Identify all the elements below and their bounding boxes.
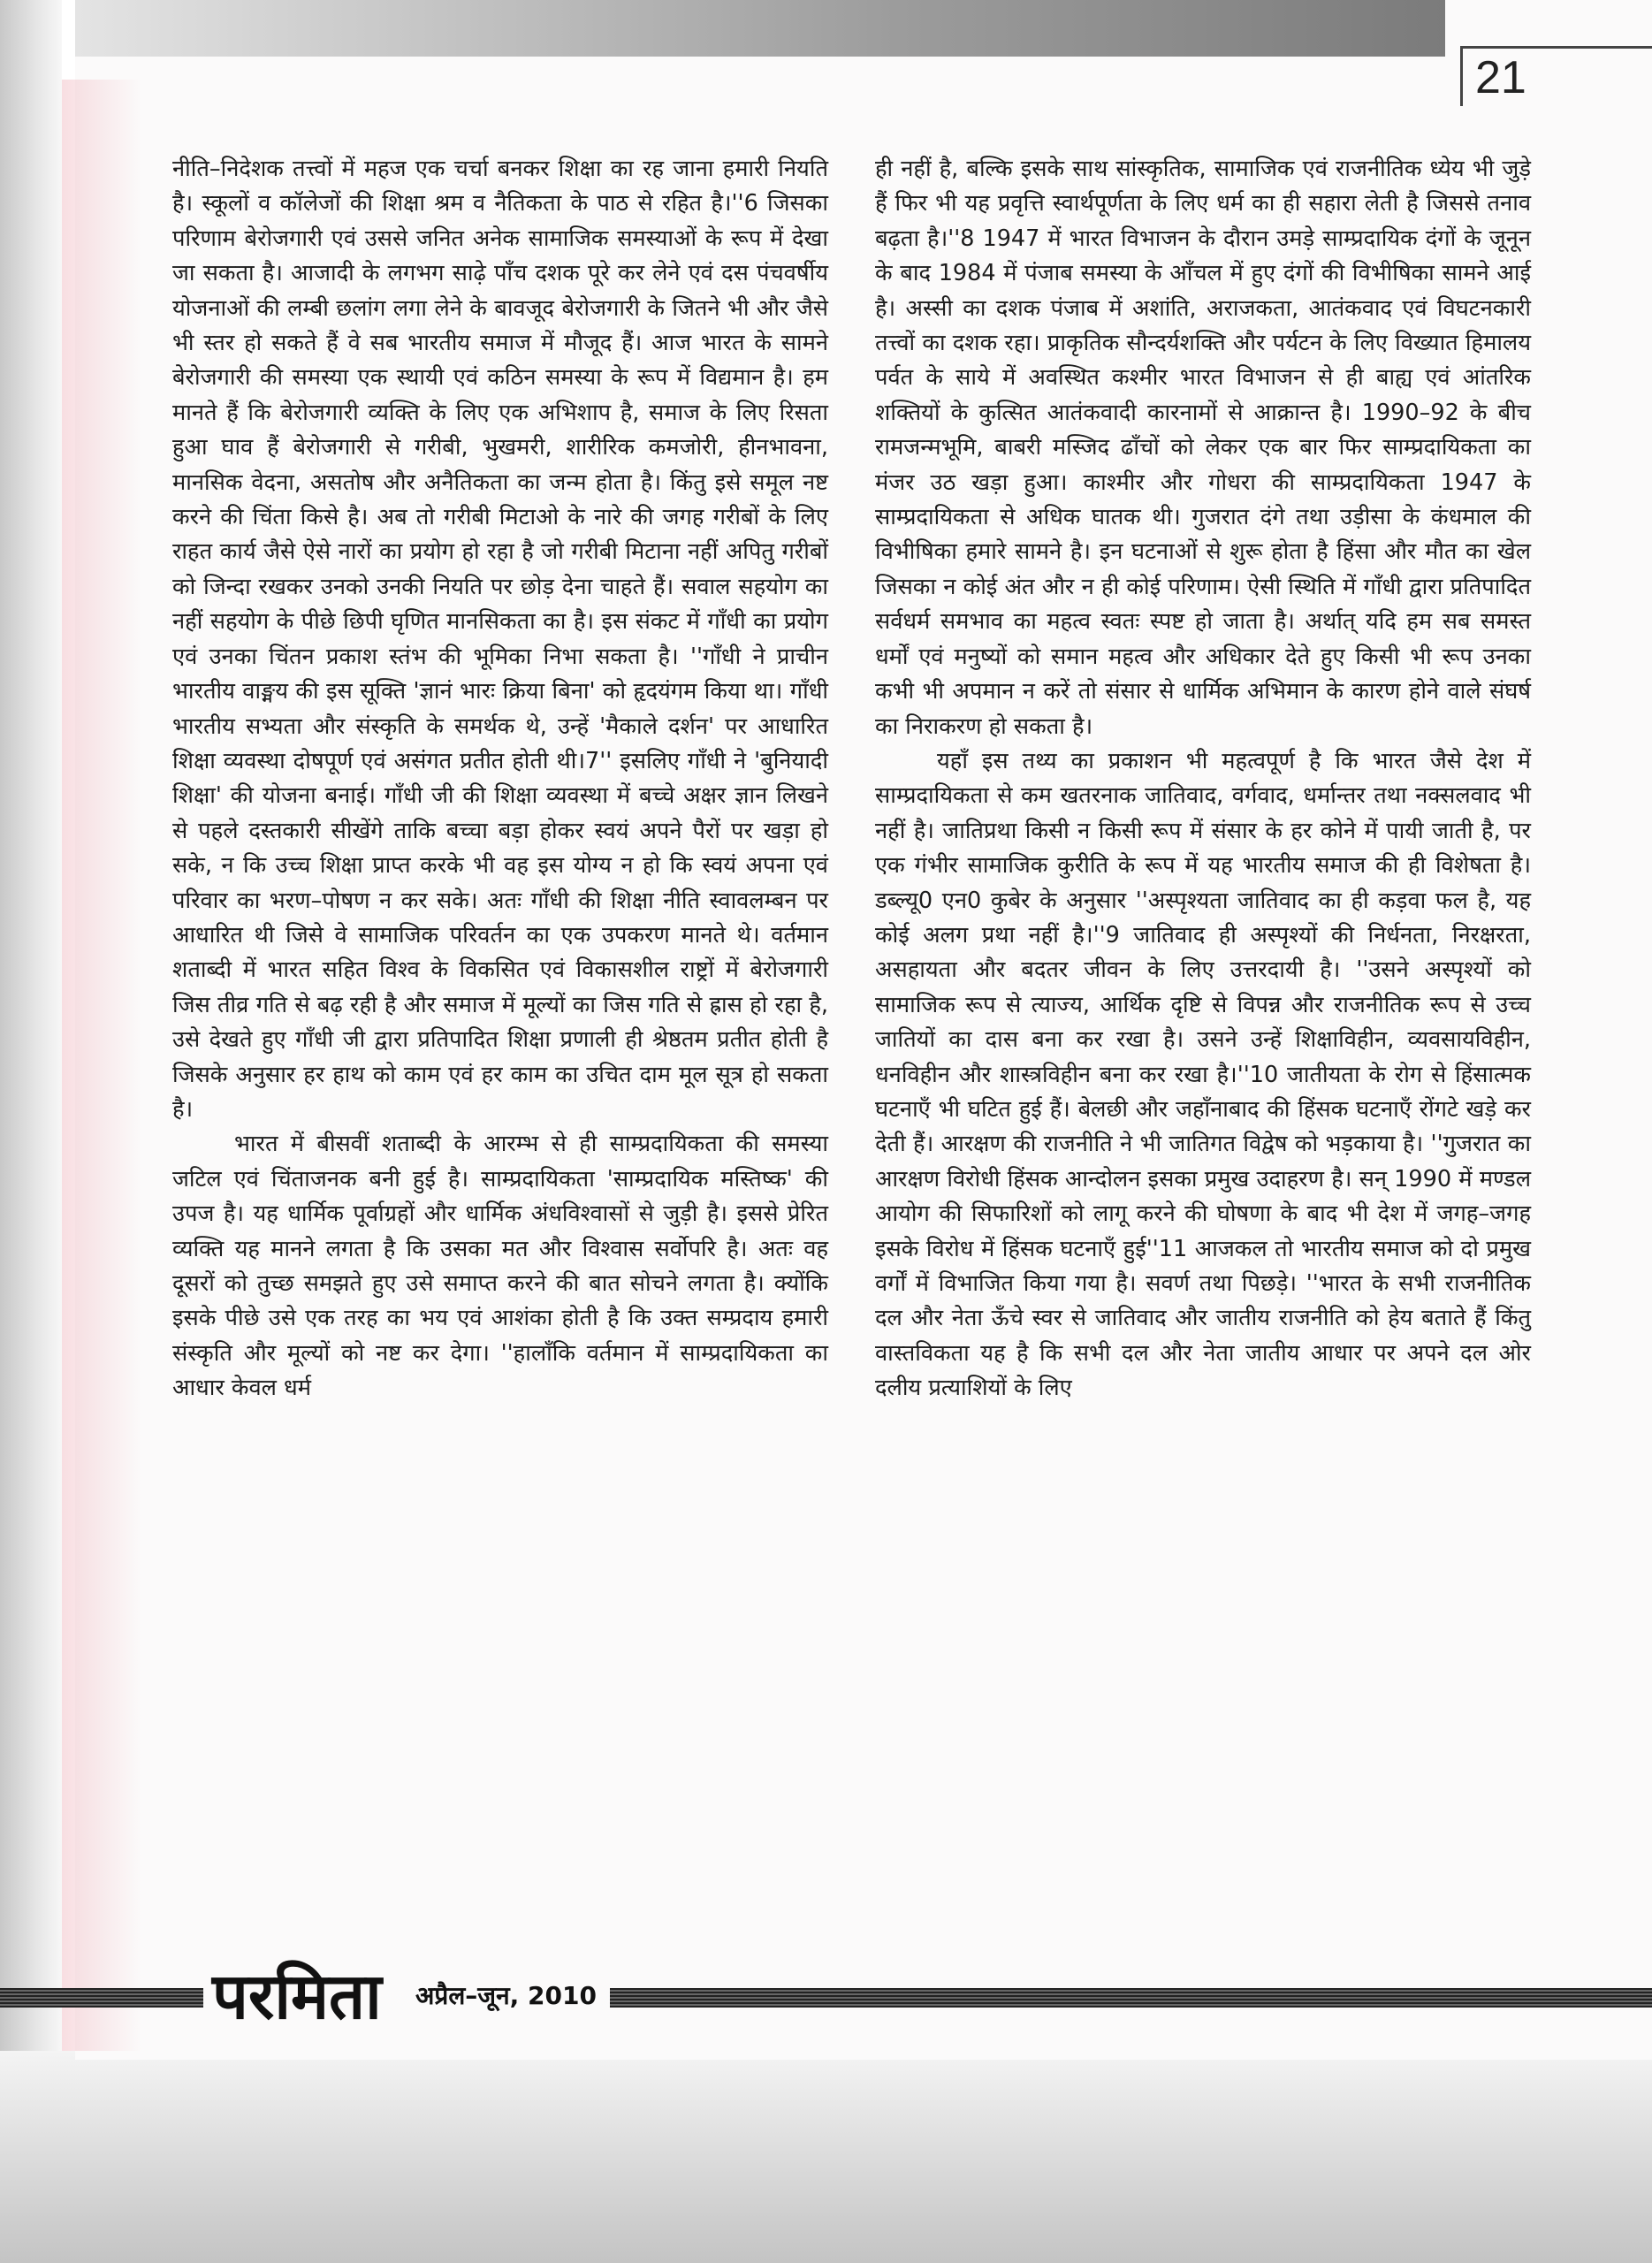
- page-edge-tint: [62, 80, 141, 2051]
- page-number: 21: [1460, 46, 1652, 106]
- page-shadow: [0, 0, 62, 2263]
- paragraph: ही नहीं है, बल्कि इसके साथ सांस्कृतिक, सामाजिक एवं राजनीतिक ध्येय भी जुड़े हैं फिर भी यह प्रवृत्ति स्वार्थपूर्णता के लिए धर्म का ही सहारा लेती है जिससे तनाव बढ़ता है।''8 1947 में भारत विभाजन के दौरान उमड़े साम्प्रदायिक दंगों के जूनून के बाद 1984 में पंजाब समस्या के आँचल में हुए दंगों की विभीषिका सामने आई है। अस्सी का दशक पंजाब में अशांति, अराजकता, आतंकवाद एवं विघटनकारी तत्त्वों का दशक रहा। प्राकृतिक सौन्दर्यशक्ति और पर्यटन के लिए विख्यात हिमालय पर्वत के साये में अवस्थित कश्मीर भारत विभाजन से ही बाह्य एवं आंतरिक शक्तियों के कुत्सित आतंकवादी कारनामों से आक्रान्त है। 1990–92 के बीच रामजन्मभूमि, बाबरी मस्जिद ढाँचों को लेकर एक बार फिर साम्प्रदायिकता का मंजर उठ खड़ा हुआ। काश्मीर और गोधरा की साम्प्रदायिकता 1947 के साम्प्रदायिकता से अधिक घातक थी। गुजरात दंगे तथा उड़ीसा के कंधमाल की विभीषिका हमारे सामने है। इन घटनाओं से शुरू होता है हिंसा और मौत का खेल जिसका न कोई अंत और न ही कोई परिणाम। ऐसी स्थिति में गाँधी द्वारा प्रतिपादित सर्वधर्म समभाव का महत्व स्वतः स्पष्ट हो जाता है। अर्थात् यदि हम सब समस्त धर्मों एवं मनुष्यों को समान महत्व और अधिकार देते हुए किसी भी रूप उनका कभी भी अपमान न करें तो संसार से धार्मिक अभिमान के कारण होने वाले संघर्ष का निराकरण हो सकता है।: [875, 156, 1531, 740]
- paragraph: भारत में बीसवीं शताब्दी के आरम्भ से ही साम्प्रदायिकता की समस्या जटिल एवं चिंताजनक बनी हुई है। साम्प्रदायिकता 'साम्प्रदायिक मस्तिष्क' की उपज है। यह धार्मिक पूर्वाग्रहों और धार्मिक अंधविश्वासों से जुड़ी है। इससे प्रेरित व्यक्ति यह मानने लगता है कि उसका मत और विश्वास सर्वोपरि है। अतः वह दूसरों को तुच्छ समझते हुए उसे समाप्त करने की बात सोचने लगता है। क्योंकि इसके पीछे उसे एक तरह का भय एवं आशंका होती है कि उक्त सम्प्रदाय हमारी संस्कृति और मूल्यों को नष्ट कर देगा। ''हालाँकि वर्तमान में साम्प्रदायिकता का आधार केवल धर्म: [172, 1131, 828, 1402]
- issue-date: अप्रैल–जून, 2010: [415, 1981, 597, 2010]
- footer-rule-right: [610, 1988, 1652, 2008]
- scan-background: [0, 2051, 1652, 2263]
- paragraph: नीति–निदेशक तत्त्वों में महज एक चर्चा बनकर शिक्षा का रह जाना हमारी नियति है। स्कूलों व कॉलेजों की शिक्षा श्रम व नैतिकता के पाठ से रहित है।''6 जिसका परिणाम बेरोजगारी एवं उससे जनित अनेक सामाजिक समस्याओं के रूप में देखा जा सकता है। आजादी के लगभग साढ़े पाँच दशक पूरे कर लेने एवं दस पंचवर्षीय योजनाओं की लम्बी छलांग लगा लेने के बावजूद बेरोजगारी के जितने भी और जैसे भी स्तर हो सकते हैं वे सब भारतीय समाज में मौजूद हैं। आज भारत के सामने बेरोजगारी की समस्या एक स्थायी एवं कठिन समस्या के रूप में विद्यमान है। हम मानते हैं कि बेरोजगारी व्यक्ति के लिए एक अभिशाप है, समाज के लिए रिसता हुआ घाव हैं बेरोजगारी से गरीबी, भुखमरी, शारीरिक कमजोरी, हीनभावना, मानसिक वेदना, असतोष और अनैतिकता का जन्म होता है। किंतु इसे समूल नष्ट करने की चिंता किसे है। अब तो गरीबी मिटाओ के नारे की जगह गरीबों के लिए राहत कार्य जैसे ऐसे नारों का प्रयोग हो रहा है जो गरीबी मिटाना नहीं अपितु गरीबों को जिन्दा रखकर उनको उनकी नियति पर छोड़ देना चाहते हैं। सवाल सहयोग का नहीं सहयोग के पीछे छिपी घृणित मानसिकता का है। इस संकट में गाँधी का प्रयोग एवं उनका चिंतन प्रकाश स्तंभ की भूमिका निभा सकता है। ''गाँधी ने प्राचीन भारतीय वाङ्मय की इस सूक्ति 'ज्ञानं भारः क्रिया बिना' को हृदयंगम किया था। गाँधी भारतीय सभ्यता और संस्कृति के समर्थक थे, उन्हें 'मैकाले दर्शन' पर आधारित शिक्षा व्यवस्था दोषपूर्ण एवं असंगत प्रतीत होती थी।7'' इसलिए गाँधी ने 'बुनियादी शिक्षा' की योजना बनाई। गाँधी जी की शिक्षा व्यवस्था में बच्चे अक्षर ज्ञान लिखने से पहले दस्तकारी सीखेंगे ताकि बच्चा बड़ा होकर स्वयं अपने पैरों पर खड़ा हो सके, न कि उच्च शिक्षा प्राप्त करके भी वह इस योग्य न हो कि स्वयं अपना एवं परिवार का भरण–पोषण न कर सके। अतः गाँधी की शिक्षा नीति स्वावलम्बन पर आधारित थी जिसे वे सामाजिक परिवर्तन का एक उपकरण मानते थे। वर्तमान शताब्दी में भारत सहित विश्व के विकसित एवं विकासशील राष्ट्रों में बेरोजगारी जिस तीव्र गति से बढ़ रही है और समाज में मूल्यों का जिस गति से ह्रास हो रहा है, उसे देखते हुए गाँधी जी द्वारा प्रतिपादित शिक्षा प्रणाली ही श्रेष्ठतम प्रतीत होती है जिसके अनुसार हर हाथ को काम एवं हर काम का उचित दाम मूल सूत्र हो सकता है।: [172, 156, 828, 1123]
- header-band: [75, 0, 1445, 57]
- paragraph: यहाँ इस तथ्य का प्रकाशन भी महत्वपूर्ण है कि भारत जैसे देश में साम्प्रदायिकता से कम खतरनाक जातिवाद, वर्गवाद, धर्मान्तर तथा नक्सलवाद भी नहीं है। जातिप्रथा किसी न किसी रूप में संसार के हर कोने में पायी जाती है, पर एक गंभीर सामाजिक कुरीति के रूप में यह भारतीय समाज की ही विशेषता है। डब्ल्यू0 एन0 कुबेर के अनुसार ''अस्पृश्यता जातिवाद का ही कड़वा फल है, यह कोई अलग प्रथा नहीं है।''9 जातिवाद ही अस्पृश्यों की निर्धनता, निरक्षरता, असहायता और बदतर जीवन के लिए उत्तरदायी है। ''उसने अस्पृश्यों को सामाजिक रूप से त्याज्य, आर्थिक दृष्टि से विपन्न और राजनीतिक रूप से उच्च जातियों का दास बना कर रखा है। उसने उन्हें शिक्षाविहीन, व्यवसायविहीन, धनविहीन और शास्त्रविहीन बना कर रखा है।''10 जातीयता के रोग से हिंसात्मक घटनाएँ भी घटित हुई हैं। बेलछी और जहाँनाबाद की हिंसक घटनाएँ रोंगटे खड़े कर देती हैं। आरक्षण की राजनीति ने भी जातिगत विद्वेष को भड़काया है। ''गुजरात का आरक्षण विरोधी हिंसक आन्दोलन इसका प्रमुख उदाहरण है। सन् 1990 में मण्डल आयोग की सिफारिशों को लागू करने की घोषणा के बाद भी देश में जगह–जगह इसके विरोध में हिंसक घटनाएँ हुई''11 आजकल तो भारतीय समाज को दो प्रमुख वर्गों में विभाजित किया गया है। सवर्ण तथा पिछड़े। ''भारत के सभी राजनीतिक दल और नेता ऊँचे स्वर से जातिवाद और जातीय राजनीति को हेय बताते हैं किंतु वास्तविकता यह है कि सभी दल और नेता जातीय आधार पर अपने दल ओर दलीय प्रत्याशियों के लिए: [875, 747, 1531, 1402]
- right-column: [875, 152, 1531, 1406]
- left-column: [172, 152, 828, 1406]
- footer-rule-left: [0, 1988, 203, 2008]
- magazine-title: परमिता: [212, 1958, 382, 2033]
